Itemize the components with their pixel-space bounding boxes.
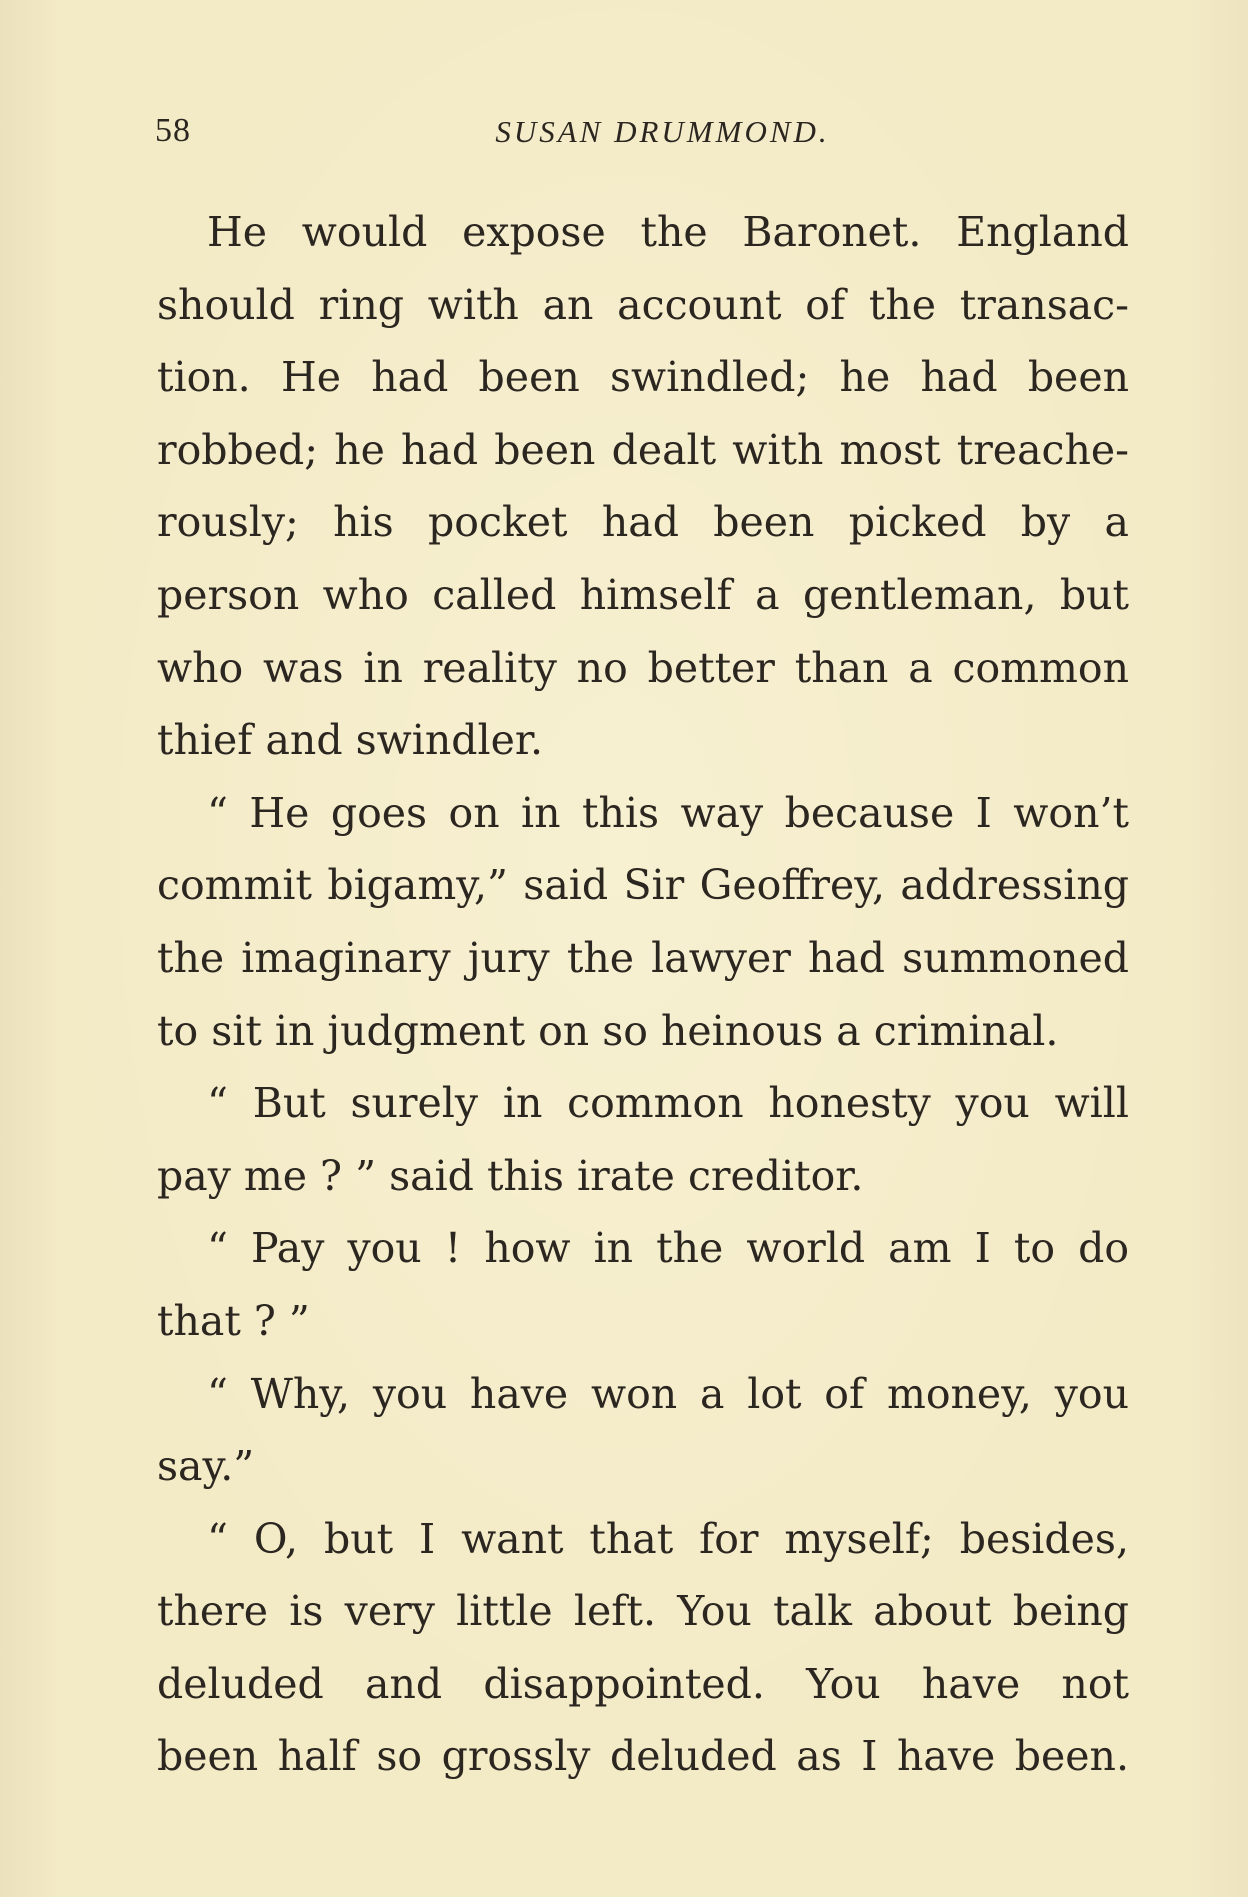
text-line: pay me ? ” said this irate creditor. (157, 1151, 864, 1200)
text-line: to sit in judgment on so heinous a criminal. (157, 1006, 1059, 1055)
text-line: “ He goes on in this way because I won’t (207, 788, 1129, 837)
text-line: tion. He had been swindled; he had been (157, 353, 1129, 402)
text-line: robbed; he had been dealt with most treache- (157, 425, 1129, 474)
text-line: He would expose the Baronet. England (207, 208, 1129, 256)
running-head (155, 112, 1130, 162)
text-line: rously; his pocket had been picked by a (157, 498, 1129, 547)
text-line: commit bigamy,” said Sir Geoffrey, addressing (157, 861, 1129, 910)
text-line: who was in reality no better than a common (157, 643, 1129, 692)
text-line: “ Pay you ! how in the world am I to do (207, 1224, 1129, 1273)
text-line: that ? ” (157, 1296, 310, 1345)
text-line: thief and swindler. (157, 716, 543, 765)
body-text (157, 196, 1129, 1793)
running-title: SUSAN DRUMMOND. (495, 114, 830, 149)
text-line: been half so grossly deluded as I have been. (157, 1732, 1129, 1781)
text-line: say.” (157, 1442, 255, 1491)
text-line: “ Why, you have won a lot of money, you (207, 1369, 1129, 1418)
text-line: deluded and disappointed. You have not (157, 1659, 1129, 1708)
text-line: there is very little left. You talk about being (157, 1587, 1129, 1636)
text-line: “ O, but I want that for myself; besides, (207, 1514, 1129, 1563)
text-line: person who called himself a gentleman, but (157, 570, 1129, 619)
text-line: should ring with an account of the transac- (157, 280, 1129, 329)
text-line: “ But surely in common honesty you will (207, 1079, 1129, 1128)
text-line: the imaginary jury the lawyer had summoned (157, 933, 1129, 982)
page-number: 58 (155, 112, 191, 149)
